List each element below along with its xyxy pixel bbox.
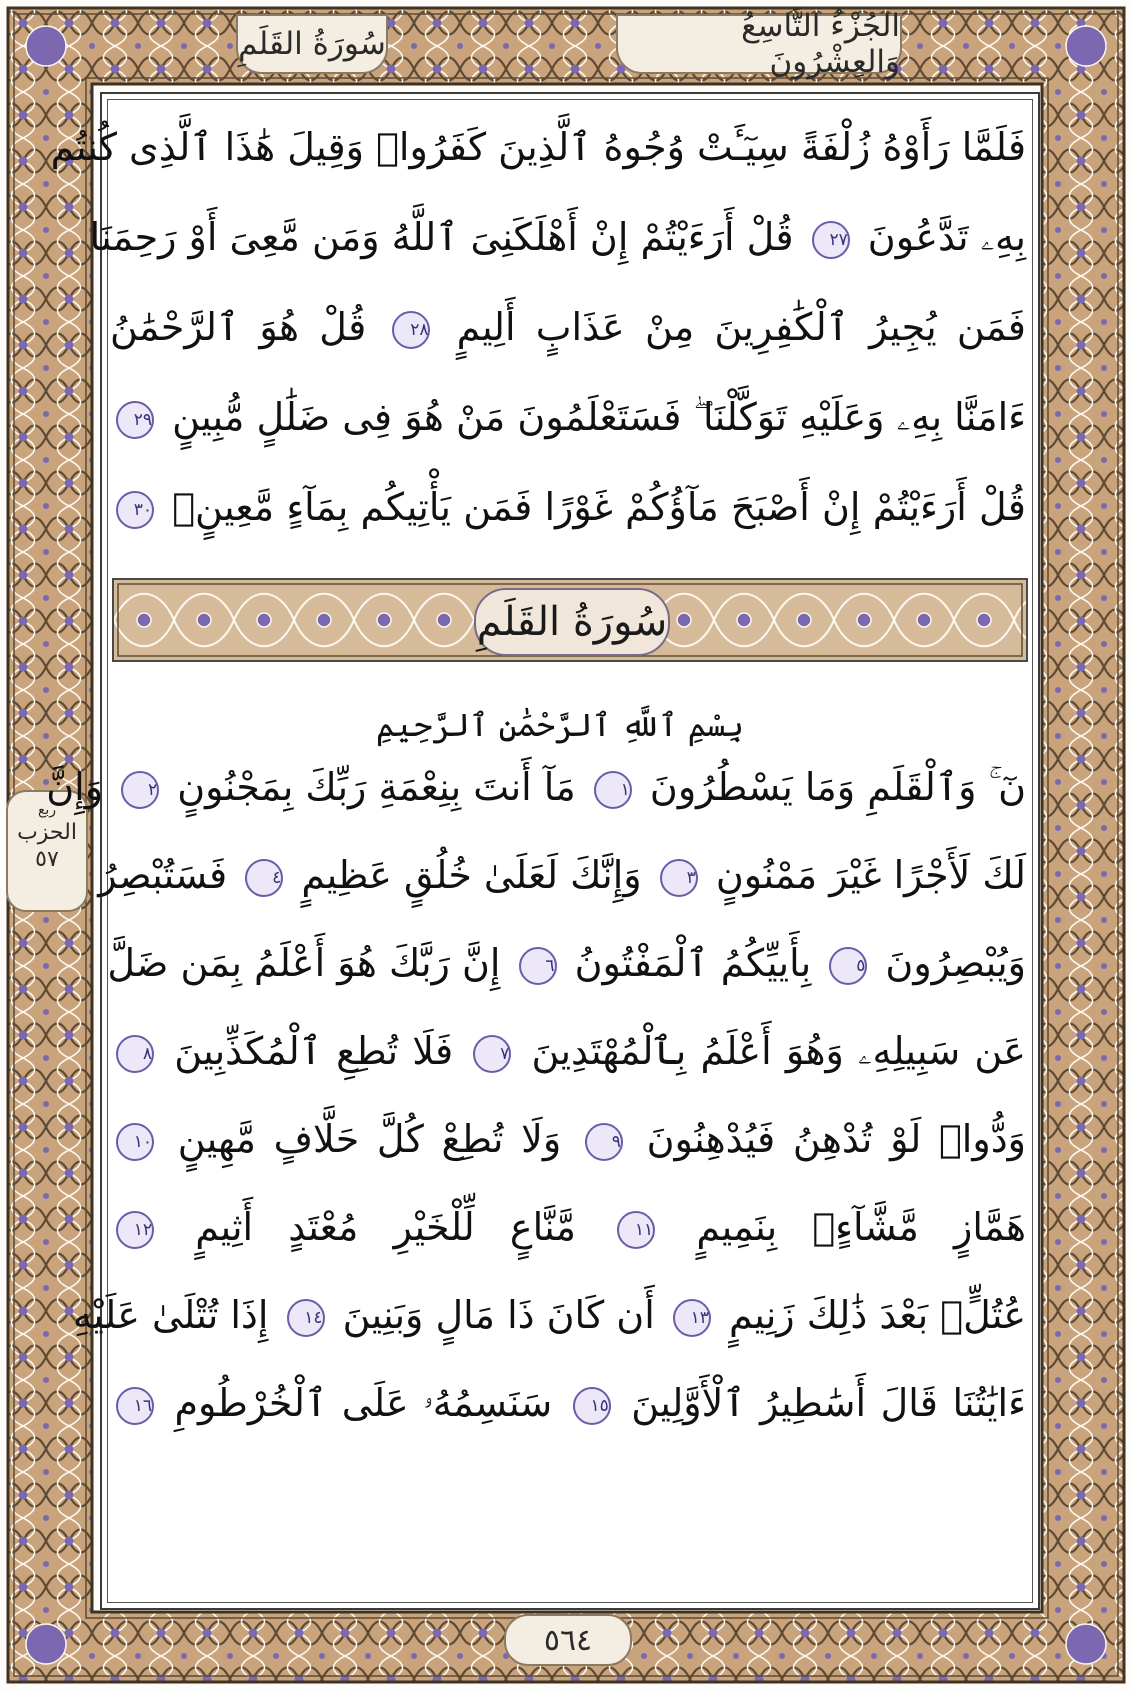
hizb-number: ٥٧ [35, 847, 59, 872]
ayah-number-marker: ١٠ [116, 1123, 154, 1161]
verse-text: فَلَمَّا رَأَوْهُ زُلْفَةً سِيٓـَٔتْ وُجُوهُ ٱلَّذِينَ كَفَرُوا۟ وَقِيلَ هَٰذَا ٱلَّذِى كُنتُم [50, 125, 1026, 169]
verse-line [107, 918, 1026, 1008]
verse-line [50, 102, 1026, 192]
verse-text: قُلْ أَرَءَيْتُمْ إِنْ أَهْلَكَنِىَ ٱللَّهُ وَمَن مَّعِىَ أَوْ رَحِمَنَا [89, 215, 794, 259]
ayah-number-marker: ٢٨ [392, 311, 430, 349]
verse-text: وَإِنَّ [46, 765, 104, 809]
verse-line [110, 1358, 1026, 1448]
verse-text: مَآ أَنتَ بِنِعْمَةِ رَبِّكَ بِمَجْنُونٍ [177, 765, 576, 809]
ayah-number-marker: ١٦ [116, 1387, 154, 1425]
juz-header [616, 8, 902, 80]
verse-text: إِذَا تُتْلَىٰ عَلَيْهِ [72, 1293, 269, 1337]
ayah-number-marker: ١٢ [116, 1211, 154, 1249]
verse-line [110, 1006, 1026, 1096]
verse-text: وَدُّوا۟ لَوْ تُدْهِنُ فَيُدْهِنُونَ [646, 1117, 1026, 1161]
verse-text: ءَايَٰتُنَا قَالَ أَسَٰطِيرُ ٱلْأَوَّلِينَ [631, 1381, 1026, 1425]
ayah-number-marker: ٩ [585, 1123, 623, 1161]
verse-text: بِهِۦ تَدَّعُونَ [867, 215, 1026, 259]
verse-text: هَمَّازٍ مَّشَّآءٍۭ بِنَمِيمٍ [696, 1205, 1026, 1249]
verse-line [110, 372, 1026, 462]
verse-line [110, 282, 1026, 372]
page-number [504, 1614, 632, 1666]
verse-text: عُتُلٍّۭ بَعْدَ ذَٰلِكَ زَنِيمٍ [728, 1293, 1026, 1337]
verse-text: وَيُبْصِرُونَ [885, 941, 1026, 985]
verse-text: بِأَييِّكُمُ ٱلْمَفْتُونُ [574, 941, 812, 985]
verse-line [72, 1270, 1026, 1360]
ayah-number-marker: ١٤ [287, 1299, 325, 1337]
verse-text: مَّنَّاعٍ لِّلْخَيْرِ مُعْتَدٍ أَثِيمٍ [195, 1205, 576, 1249]
hizb-label: الحزب [17, 820, 77, 845]
surah-banner [112, 578, 1028, 662]
verse-line [110, 1182, 1026, 1272]
surah-header [236, 14, 388, 74]
ayah-number-marker: ١٥ [573, 1387, 611, 1425]
ayah-number-marker: ١ [594, 771, 632, 809]
verse-text: قُلْ أَرَءَيْتُمْ إِنْ أَصْبَحَ مَآؤُكُمْ غَوْرًا فَمَن يَأْتِيكُم بِمَآءٍ مَّعِينٍۭ [172, 485, 1026, 529]
ayah-number-marker: ٥ [829, 947, 867, 985]
verse-line [110, 1094, 1026, 1184]
ayah-number-marker: ٦ [519, 947, 557, 985]
verse-text: عَن سَبِيلِهِۦ وَهُوَ أَعْلَمُ بِٱلْمُهْتَدِينَ [531, 1029, 1026, 1073]
ayah-number-marker: ٤ [245, 859, 283, 897]
surah-title-text: سُورَةُ القَلَمِ [476, 599, 668, 645]
verse-line [98, 830, 1026, 920]
surah-title [474, 588, 670, 656]
verse-text: قُلْ هُوَ ٱلرَّحْمَٰنُ [110, 305, 367, 349]
verse-text: وَإِنَّكَ لَعَلَىٰ خُلُقٍ عَظِيمٍ [301, 853, 642, 897]
page-number-text: ٥٦٤ [543, 1622, 593, 1658]
ayah-number-marker: ٢٩ [116, 401, 154, 439]
ayah-number-marker: ٣٠ [116, 491, 154, 529]
verse-text: نٓ ۚ وَٱلْقَلَمِ وَمَا يَسْطُرُونَ [649, 765, 1026, 809]
ayah-number-marker: ٢ [121, 771, 159, 809]
verse-line [110, 462, 1026, 552]
verse-text: وَلَا تُطِعْ كُلَّ حَلَّافٍ مَّهِينٍ [177, 1117, 562, 1161]
verse-text: فَمَن يُجِيرُ ٱلْكَٰفِرِينَ مِنْ عَذَابٍ أَلِيمٍ [456, 305, 1026, 349]
verse-text: لَكَ لَأَجْرًا غَيْرَ مَمْنُونٍ [715, 853, 1026, 897]
ayah-number-marker: ٨ [116, 1035, 154, 1073]
ayah-number-marker: ٢٧ [812, 221, 850, 259]
rub-label: ربع [37, 802, 57, 818]
surah-label: سُورَةُ القَلَمِ [238, 26, 386, 62]
verse-text: سَنَسِمُهُۥ عَلَى ٱلْخُرْطُومِ [174, 1381, 553, 1425]
juz-label: الجُزْءُ التَّاسِعُ وَالعِشْرُونَ [741, 8, 900, 80]
verse-text: ءَامَنَّا بِهِۦ وَعَلَيْهِ تَوَكَّلْنَا ۖ فَسَتَعْلَمُونَ مَنْ هُوَ فِى ضَلَٰلٍ مُّبِينٍ [172, 395, 1026, 439]
verse-text: فَسَتُبْصِرُ [98, 853, 228, 897]
verse-line [89, 192, 1026, 282]
ayah-number-marker: ٣ [660, 859, 698, 897]
verse-text: فَلَا تُطِعِ ٱلْمُكَذِّبِينَ [174, 1029, 454, 1073]
verse-text: أَن كَانَ ذَا مَالٍ وَبَنِينَ [342, 1293, 655, 1337]
ayah-number-marker: ١٣ [673, 1299, 711, 1337]
basmala: بِسْمِ ٱللَّهِ ٱلرَّحْمَٰنِ ٱلرَّحِيمِ [375, 706, 744, 744]
ayah-number-marker: ٧ [473, 1035, 511, 1073]
verse-text: إِنَّ رَبَّكَ هُوَ أَعْلَمُ بِمَن ضَلَّ [107, 941, 501, 985]
ayah-number-marker: ١١ [617, 1211, 655, 1249]
